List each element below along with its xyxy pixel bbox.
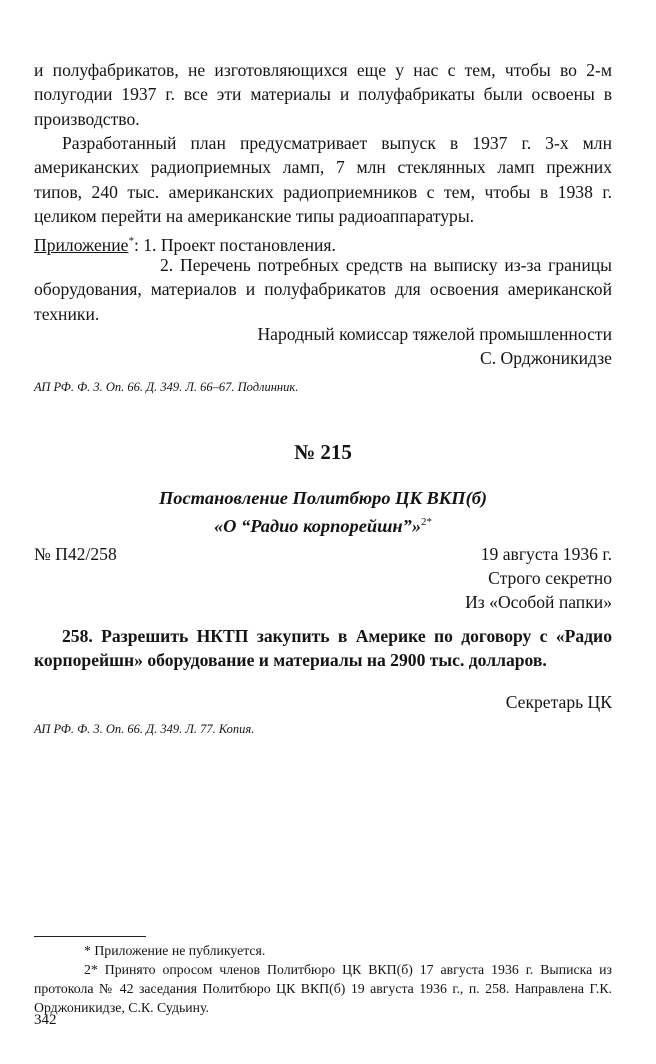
signatory-position: Народный комиссар тяжелой промышленности (257, 324, 612, 344)
footnote-divider (34, 936, 146, 937)
continuation-paragraph-1 (34, 58, 612, 131)
archive-reference-1: АП РФ. Ф. 3. Оп. 66. Д. 349. Л. 66–67. Подлинник. (34, 380, 299, 394)
document-title (34, 486, 612, 538)
title-line-2: «О “Радио корпорейшн”»$^{2*}$ (213, 516, 433, 537)
appendix-item-2: 2. Перечень потребных средств на выписку из-за границы оборудования, материалов и полуфабрикатов для освоения американской техники. (34, 255, 612, 324)
classification-block (34, 566, 612, 615)
signature-block-1 (34, 322, 612, 371)
appendix-item-1: : 1. Проект постановления. (133, 234, 336, 255)
protocol-line (34, 542, 612, 566)
protocol-number: № П42/258 (34, 544, 117, 564)
footnote-2: 2* Принято опросом членов Политбюро ЦК ВКП(б) 17 августа 1936 г. Выписка из протокола № 42 заседания Политбюро ЦК ВКП(б) 19 августа 1936 г., п. 258. Направлена Г.К. Орджоникидзе, С.К. Судьину. (34, 962, 612, 1015)
paragraph-text: и полуфабрикатов, не изготовляющихся еще у нас с тем, чтобы во 2-м полугодии 1937 г. все эти материалы и полуфабрикаты были освоены в производство. (34, 60, 612, 129)
resolution-body (34, 624, 612, 673)
footnote-1: * Приложение не публикуется. (84, 943, 266, 958)
special-folder: Из «Особой папки» (465, 592, 612, 613)
title-footnote-marker: 2* (421, 516, 433, 528)
document-number: № 215 (294, 440, 352, 464)
appendix-marker: * (128, 235, 134, 247)
title-line-1: Постановление Политбюро ЦК ВКП(б) (158, 488, 488, 508)
signatory-name: С. Орджоникидзе (480, 348, 612, 369)
footnotes (34, 941, 612, 1017)
classification-stamp: Строго секретно (488, 568, 612, 588)
archive-reference-2: АП РФ. Ф. 3. Оп. 66. Д. 349. Л. 77. Копия. (34, 722, 255, 736)
page-number: 342 (34, 1012, 57, 1028)
appendix-label: Приложение (34, 234, 129, 255)
document-date: 19 августа 1936 г. (480, 544, 612, 564)
continuation-paragraph-2 (34, 131, 612, 228)
paragraph-text: Разработанный план предусматривает выпуск в 1937 г. 3-х млн американских радиоприемных ламп, 7 млн стеклянных ламп прежних типов, 240 тыс. американских радиоприемников с тем, чтобы в 1938 г. целиком перейти на американские типы радиоаппаратуры. (34, 133, 612, 226)
resolution-text: 258. Разрешить НКТП закупить в Америке по договору с «Радио корпорейшн» оборудование и материалы на 2900 тыс. долларов. (34, 626, 612, 671)
secretary-signature: Секретарь ЦК (505, 692, 612, 712)
appendix-item-2-block (34, 253, 612, 326)
signature-block-2 (34, 690, 612, 714)
